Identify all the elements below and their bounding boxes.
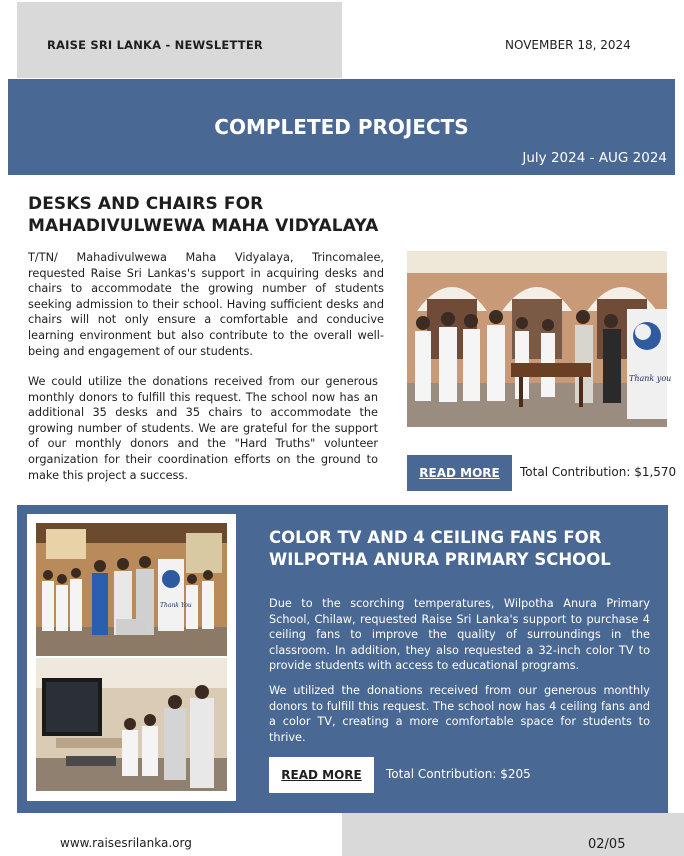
project1-read-more-button[interactable]: READ MORE xyxy=(407,455,512,491)
project1-title: DESKS AND CHAIRS FOR MAHADIVULWEWA MAHA VIDYALAYA xyxy=(28,194,379,236)
project2-photo-handover xyxy=(36,523,227,656)
thank-you-banner-text: Thank you xyxy=(629,374,672,383)
project1-photo xyxy=(407,251,672,427)
footer-panel xyxy=(342,813,684,856)
project1-total-contribution: Total Contribution: $1,570 xyxy=(520,465,677,479)
thank-you-banner-text-2: Thank You xyxy=(160,602,192,609)
project2-title: COLOR TV AND 4 CEILING FANS FOR WILPOTHA ANURA PRIMARY SCHOOL xyxy=(269,528,611,569)
project2-read-more-button[interactable]: READ MORE xyxy=(269,757,374,793)
date-range: July 2024 - AUG 2024 xyxy=(522,150,667,166)
project2-paragraph1: Due to the scorching temperatures, Wilpotha Anura Primary School, Chilaw, requested Raise Sri Lanka's support to purchase 4 ceiling fans to improve the quality of surroundings in the classroom. In addition, they also requested a 32-inch color TV to provide students with access to educational programs. xyxy=(269,597,650,673)
project2-paragraph2: We utilized the donations received from our generous monthly donors to fulfill this request. The school now has 4 ceiling fans and a color TV, creating a more comfortable space for students to thrive. xyxy=(269,684,650,744)
project2-photo-classroom xyxy=(36,658,227,791)
newsletter-title: RAISE SRI LANKA - NEWSLETTER xyxy=(47,38,263,52)
page-number: 02/05 xyxy=(588,837,626,852)
project2-total-contribution: Total Contribution: $205 xyxy=(386,767,531,781)
section-banner xyxy=(8,79,675,175)
project1-paragraph1: T/TN/ Mahadivulwewa Maha Vidyalaya, Trincomalee, requested Raise Sri Lankas's support in acquiring desks and chairs to accommodate the growing number of students seeking admission to their school. Having sufficient desks and chairs will not only ensure a comfortable and conducive learning environment but also contribute to the overall well-being and engagement of our students. xyxy=(28,251,384,358)
section-title: COMPLETED PROJECTS xyxy=(214,115,469,139)
website-url[interactable]: www.raisesrilanka.org xyxy=(60,836,192,850)
newsletter-date: NOVEMBER 18, 2024 xyxy=(505,38,631,52)
project1-paragraph2: We could utilize the donations received from our generous monthly donors to fulfill this request. The school now has an additional 35 desks and 35 chairs to accommodate the growing number of students. We are grateful for the support of our monthly donors and the "Hard Truths" volunteer organization for their coordination efforts on the ground to make this project a success. xyxy=(28,375,378,482)
